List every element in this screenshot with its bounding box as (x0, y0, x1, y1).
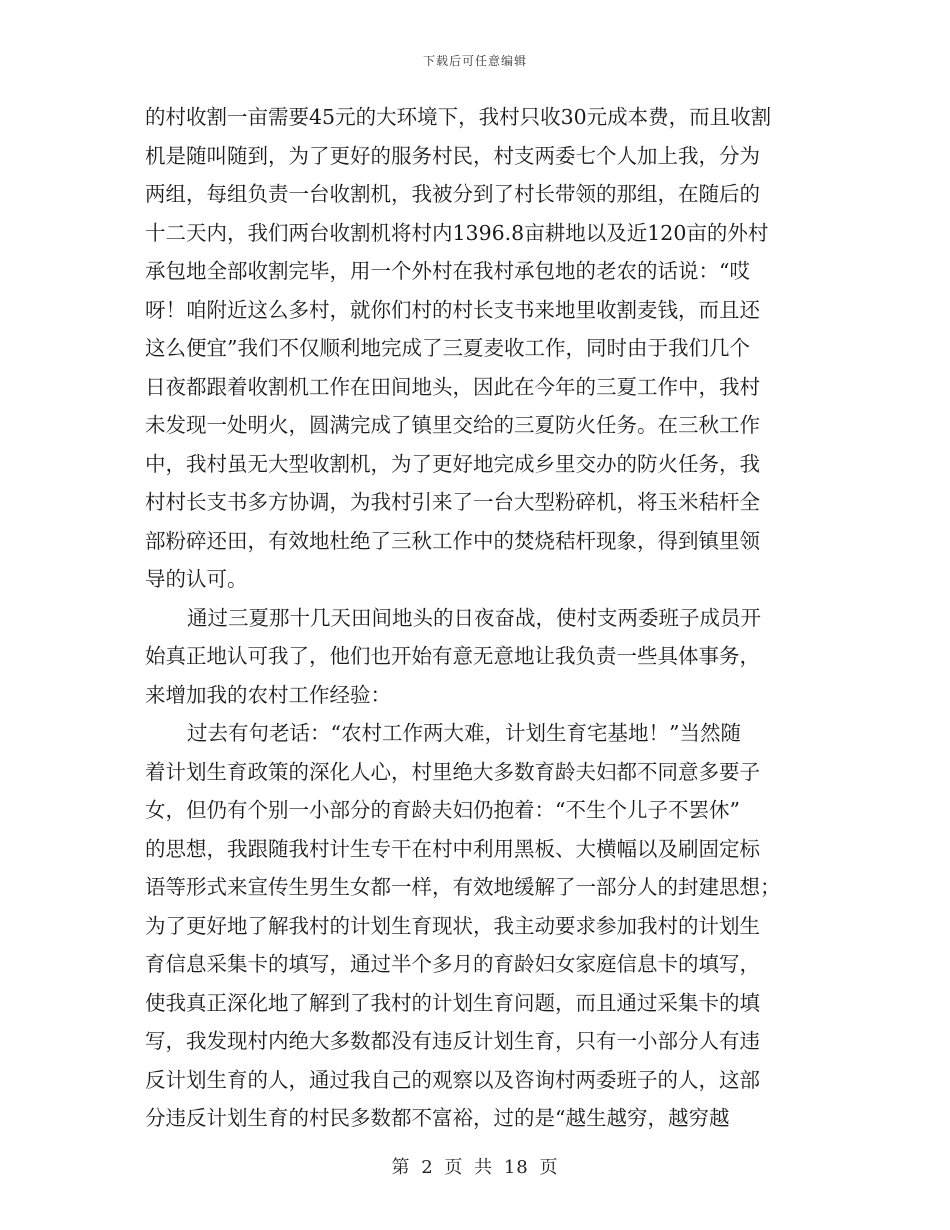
body-line: 反计划生育的人，通过我自己的观察以及咨询村两委班子的人，这部 (145, 1067, 760, 1092)
body-line: 导的认可。 (145, 567, 248, 591)
body-line: 的思想，我跟随我村计生专干在村中利用黑板、大横幅以及刷固定标 (145, 836, 760, 861)
body-line: 十二天内，我们两台收割机将村内1396.8亩耕地以及近120亩的外村 (145, 220, 769, 245)
body-line: 呀！咱附近这么多村，就你们村的村长支书来地里收割麦钱，而且还 (145, 297, 760, 322)
body-line: 写，我发现村内绝大多数都没有违反计划生育，只有一小部分人有违 (145, 1029, 760, 1053)
body-line: 这么便宜”我们不仅顺利地完成了三夏麦收工作，同时由于我们几个 (145, 336, 750, 360)
page-number-footer: 第 2 页 共 18 页 (391, 1157, 559, 1178)
body-line: 女，但仍有个别一小部分的育龄夫妇仍抱着：“不生个儿子不罢休” (145, 798, 740, 822)
document-body (145, 98, 805, 1138)
body-line: 两组，每组负责一台收割机，我被分到了村长带领的那组，在随后的 (145, 182, 760, 206)
paragraph-start-line: 通过三夏那十几天田间地头的日夜奋战，使村支两委班子成员开 (187, 605, 761, 630)
page-header: 下载后可任意编辑 (422, 54, 527, 68)
body-line: 来增加我的农村工作经验： (145, 682, 391, 707)
body-line: 村村长支书多方协调，为我村引来了一台大型粉碎机，将玉米秸杆全 (145, 490, 760, 514)
body-line: 使我真正深化地了解到了我村的计划生育问题，而且通过采集卡的填 (145, 990, 760, 1015)
body-line: 未发现一处明火，圆满完成了镇里交给的三夏防火任务。在三秋工作 (145, 413, 760, 437)
body-line: 部粉碎还田，有效地杜绝了三秋工作中的焚烧秸杆现象，得到镇里领 (145, 528, 760, 553)
body-line: 日夜都跟着收割机工作在田间地头，因此在今年的三夏工作中，我村 (145, 374, 760, 399)
body-line: 承包地全部收割完毕，用一个外村在我村承包地的老农的话说：“哎 (145, 259, 750, 283)
body-line: 育信息采集卡的填写，通过半个多月的育龄妇女家庭信息卡的填写， (145, 952, 760, 976)
body-line: 分违反计划生育的村民多数都不富裕，过的是“越生越穷，越穷越 (145, 1106, 730, 1130)
body-line: 着计划生育政策的深化人心，村里绝大多数育龄夫妇都不同意多要子 (145, 759, 760, 784)
body-line: 中，我村虽无大型收割机，为了更好地完成乡里交办的防火任务，我 (145, 451, 760, 476)
paragraph-start-line: 过去有句老话：“农村工作两大难，计划生育宅基地！”当然随 (187, 721, 741, 745)
body-line: 的村收割一亩需要45元的大环境下，我村只收30元成本费，而且收割 (145, 105, 772, 129)
body-line: 机是随叫随到，为了更好的服务村民，村支两委七个人加上我，分为 (145, 143, 760, 168)
body-line: 语等形式来宣传生男生女都一样，有效地缓解了一部分人的封建思想； (145, 875, 781, 899)
body-line: 始真正地认可我了，他们也开始有意无意地让我负责一些具体事务， (145, 644, 760, 668)
body-line: 为了更好地了解我村的计划生育现状，我主动要求参加我村的计划生 (145, 913, 760, 938)
